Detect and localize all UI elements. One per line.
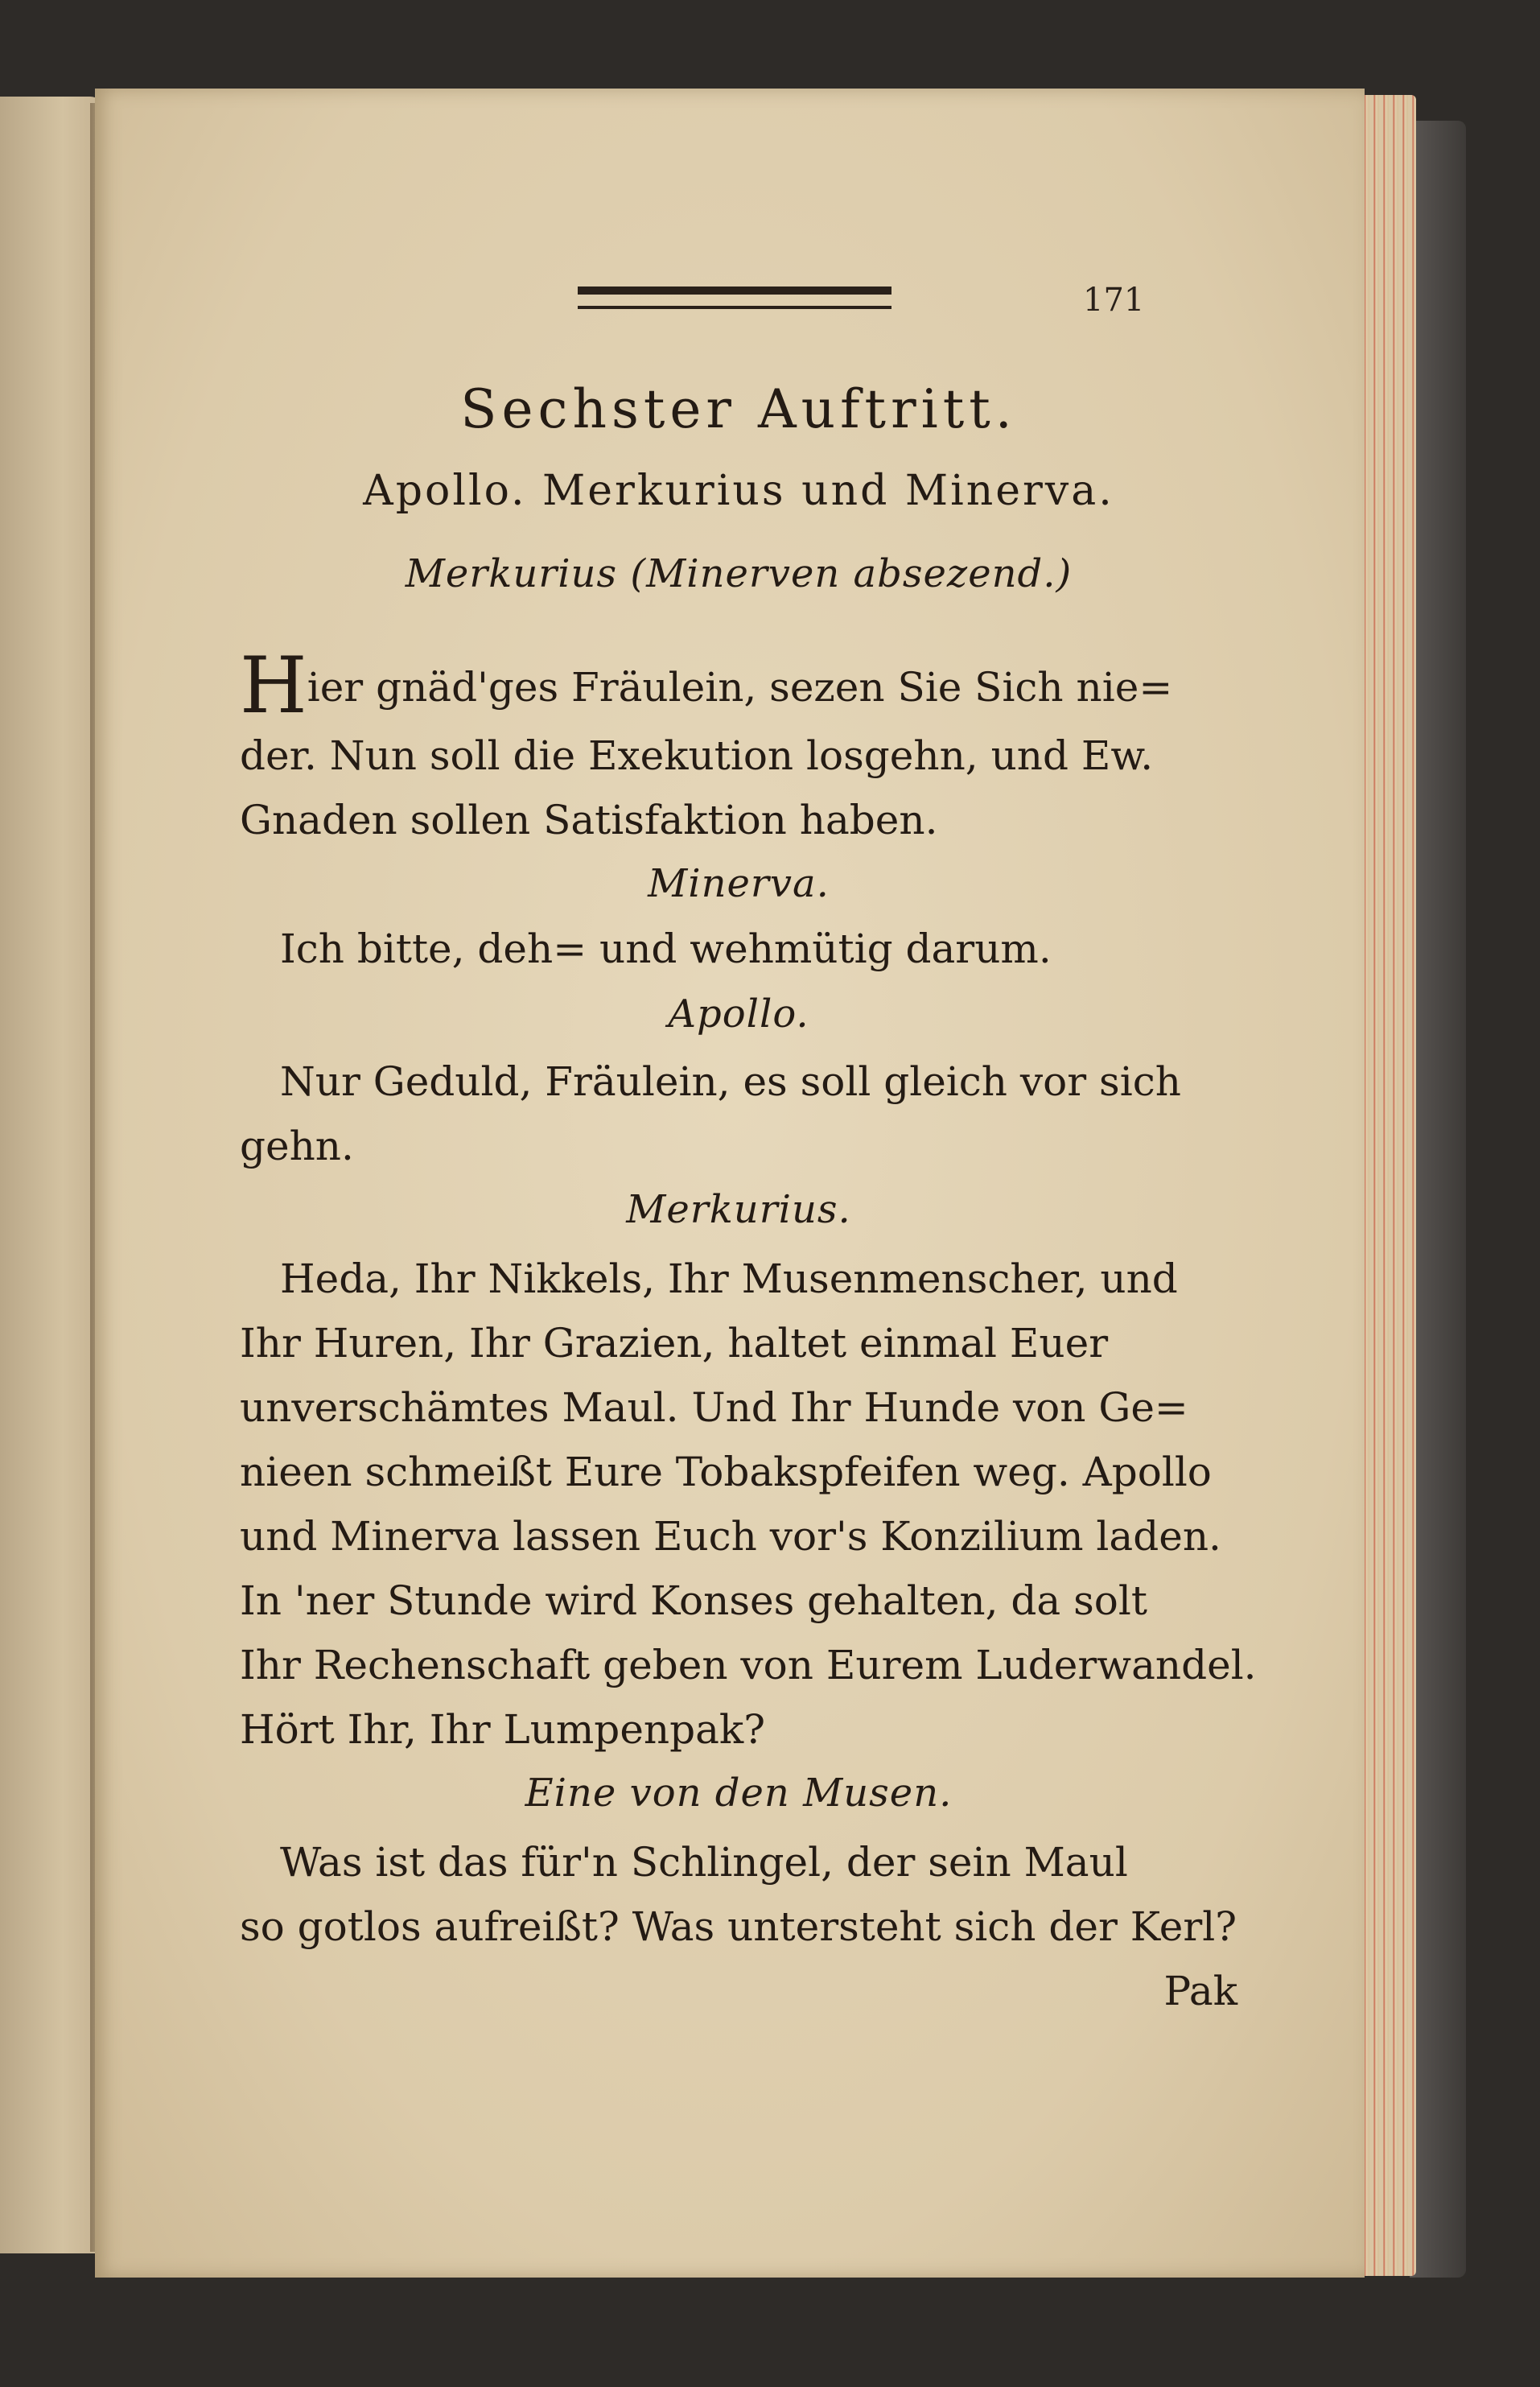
page-number: 171: [1083, 282, 1145, 319]
drop-cap: H: [240, 641, 307, 731]
text-line: In 'ner Stunde wird Konses gehalten, da solt: [240, 1577, 1147, 1624]
page-edges: [1360, 95, 1416, 2276]
catchword: Pak: [1163, 1968, 1237, 2014]
text-line: Heda, Ihr Nikkels, Ihr Musenmenscher, und: [280, 1255, 1178, 1302]
scene-heading: Sechster Auftritt.: [460, 378, 1017, 440]
speaker-label: Apollo.: [668, 991, 809, 1037]
text-line: Ihr Huren, Ihr Grazien, haltet einmal Euer: [240, 1320, 1109, 1367]
ornamental-rule-thin: [578, 306, 891, 309]
text-line: Was ist das für'n Schlingel, der sein Maul: [280, 1839, 1128, 1886]
text-line: unverschämtes Maul. Und Ihr Hunde von Ge=: [240, 1384, 1188, 1431]
text-line: Nur Geduld, Fräulein, es soll gleich vor sich: [280, 1058, 1181, 1105]
text-line: Gnaden sollen Satisfaktion haben.: [240, 797, 938, 843]
speaker-label: Merkurius.: [626, 1187, 851, 1232]
speaker-label: Minerva.: [648, 861, 830, 906]
text-line: Ihr Rechenschaft geben von Eurem Luderwandel.: [240, 1642, 1257, 1688]
speaker-label: Eine von den Musen.: [525, 1771, 953, 1816]
book-cover: [1410, 121, 1466, 2278]
speaker-label: Merkurius (Minerven absezend.): [405, 551, 1073, 596]
cast-list: Apollo. Merkurius und Minerva.: [363, 467, 1114, 515]
text-line: Ich bitte, deh= und wehmütig darum.: [280, 926, 1052, 972]
text-line: Hier gnäd'ges Fräulein, sezen Sie Sich nie=: [240, 641, 1173, 731]
text-line: so gotlos aufreißt? Was untersteht sich der Kerl?: [240, 1903, 1237, 1950]
left-page-edge: [0, 97, 105, 2253]
ornamental-rule: [578, 287, 891, 295]
text-line: nieen schmeißt Eure Tobakspfeifen weg. Apollo: [240, 1449, 1212, 1495]
text-line: Hört Ihr, Ihr Lumpenpak?: [240, 1706, 766, 1753]
text-line: gehn.: [240, 1123, 354, 1169]
text-line: und Minerva lassen Euch vor's Konzilium laden.: [240, 1513, 1221, 1560]
text-line: der. Nun soll die Exekution losgehn, und Ew.: [240, 732, 1154, 779]
book-page: [95, 89, 1365, 2278]
